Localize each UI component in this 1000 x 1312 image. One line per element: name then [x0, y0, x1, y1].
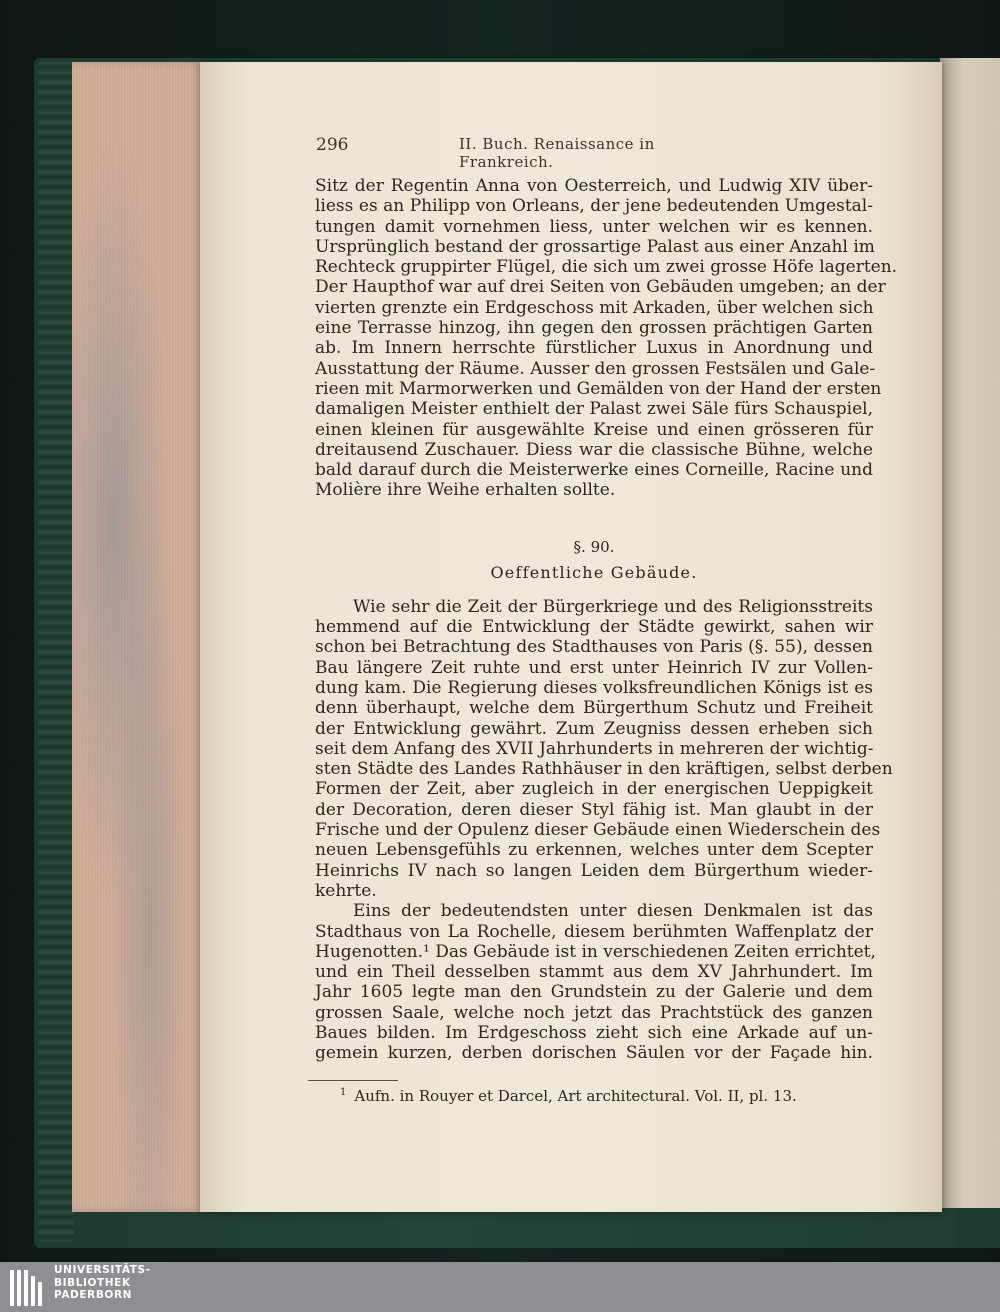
paragraph-1 [315, 176, 898, 501]
text-line: rieen mit Marmorwerken und Gemälden von der Hand der ersten [315, 378, 882, 399]
text-line: eine Terrasse hinzog, ihn gegen den grossen prächtigen Garten [315, 318, 873, 339]
paragraph-2 [315, 596, 893, 901]
text-line: grossen Saale, welche noch jetzt das Prachtstück des ganzen [315, 1002, 873, 1023]
page-block-edge [72, 62, 212, 1212]
text-line: tungen damit vornehmen liess, unter welchen wir es kennen. [315, 216, 873, 237]
text-line: Jahr 1605 legte man den Grundstein zu der Galerie und dem [315, 982, 873, 1003]
text-line: Stadthaus von La Rochelle, diesem berühmten Waffenplatz der [315, 921, 873, 942]
text-line: denn überhaupt, welche dem Bürgerthum Schutz und Freiheit [315, 698, 873, 719]
text-line: sten Städte des Landes Rathhäuser in den kräftigen, selbst derben [315, 759, 893, 780]
footnote [340, 1087, 797, 1105]
text-line: der Decoration, deren dieser Styl fähig ist. Man glaubt in der [315, 799, 873, 820]
text-line: und ein Theil desselben stammt aus dem XV Jahrhundert. Im [315, 962, 873, 983]
text-line: vierten grenzte ein Erdgeschoss mit Arkaden, über welchen sich [315, 297, 874, 318]
text-line: einen kleinen für ausgewählte Kreise und einen grösseren für [315, 419, 873, 440]
library-name-line: PADERBORN [54, 1289, 133, 1301]
footnote-text: Aufn. in Rouyer et Darcel, Art architectural. Vol. II, pl. 13. [354, 1087, 797, 1105]
text-line: neuen Lebensgefühls zu erkennen, welches unter dem Scepter [315, 840, 873, 861]
text-line: Ausstattung der Räume. Ausser den grossen Festsälen und Gale- [315, 358, 876, 379]
footnote-rule [308, 1080, 398, 1081]
footnote-marker: 1 [340, 1087, 347, 1098]
text-line: seit dem Anfang des XVII Jahrhunderts in mehreren der wichtig- [315, 738, 874, 759]
text-line: Formen der Zeit, aber zugleich in der energischen Ueppigkeit [315, 779, 873, 800]
text-line: Bau längere Zeit ruhte und erst unter Heinrich IV zur Vollen- [315, 657, 873, 678]
section-title: Oeffentliche Gebäude. [490, 562, 698, 582]
running-head: II. Buch. Renaissance in Frankreich. [459, 135, 655, 171]
text-line: schon bei Betrachtung des Stadthauses von Paris (§. 55), dessen [315, 637, 873, 658]
text-line: Wie sehr die Zeit der Bürgerkriege und des Religionsstreits [353, 596, 873, 617]
text-line: bald darauf durch die Meisterwerke eines Corneille, Racine und [315, 460, 873, 481]
text-line: ab. Im Innern herrschte fürstlicher Luxus in Anordnung und [315, 338, 873, 359]
text-line: kehrte. [315, 880, 377, 901]
text-line: Sitz der Regentin Anna von Oesterreich, und Ludwig XIV über- [315, 176, 873, 196]
page-header [316, 135, 736, 171]
text-line: Baues bilden. Im Erdgeschoss zieht sich eine Arkade auf un- [315, 1022, 873, 1043]
book-spine-edge [38, 62, 74, 1242]
text-line: Rechteck gruppirter Flügel, die sich um zwei grosse Höfe lagerten. [315, 257, 898, 278]
page-body [315, 176, 898, 1064]
text-line: damaligen Meister enthielt der Palast zwei Säle fürs Schauspiel, [315, 399, 873, 420]
text-line: Frische und der Opulenz dieser Gebäude einen Wiederschein des [315, 820, 881, 841]
text-line: Eins der bedeutendsten unter diesen Denkmalen ist das [353, 901, 873, 922]
text-line: dreitausend Zuschauer. Diess war die classische Bühne, welche [315, 439, 873, 460]
text-line: der Entwicklung gewährt. Zum Zeugniss dessen erheben sich [315, 718, 873, 739]
text-line: dung kam. Die Regierung dieses volksfreundlichen Königs ist es [315, 677, 873, 698]
text-line: liess es an Philipp von Orleans, der jene bedeutenden Umgestal- [315, 196, 873, 217]
section-number: §. 90. [573, 537, 615, 556]
text-line: Der Haupthof war auf drei Seiten von Gebäuden umgeben; an der [315, 277, 886, 298]
library-logo-icon [8, 1268, 48, 1308]
text-line: hemmend auf die Entwicklung der Städte gewirkt, sahen wir [315, 617, 873, 638]
text-line: gemein kurzen, derben dorischen Säulen vor der Façade hin. [315, 1043, 873, 1064]
library-name [54, 1264, 151, 1302]
text-line: Molière ihre Weihe erhalten sollte. [315, 480, 616, 501]
text-line: Ursprünglich bestand der grossartige Palast aus einer Anzahl im [315, 236, 875, 257]
library-name-line: BIBLIOTHEK [54, 1276, 131, 1289]
page-number: 296 [316, 135, 349, 155]
text-line: Heinrichs IV nach so langen Leiden dem Bürgerthum wieder- [315, 860, 873, 881]
facing-page-edge [940, 58, 1000, 1208]
text-line: Hugenotten.¹ Das Gebäude ist in verschiedenen Zeiten errichtet, [315, 941, 876, 962]
paragraph-3 [315, 901, 876, 1064]
library-name-line: UNIVERSITÄTS- [54, 1264, 151, 1276]
